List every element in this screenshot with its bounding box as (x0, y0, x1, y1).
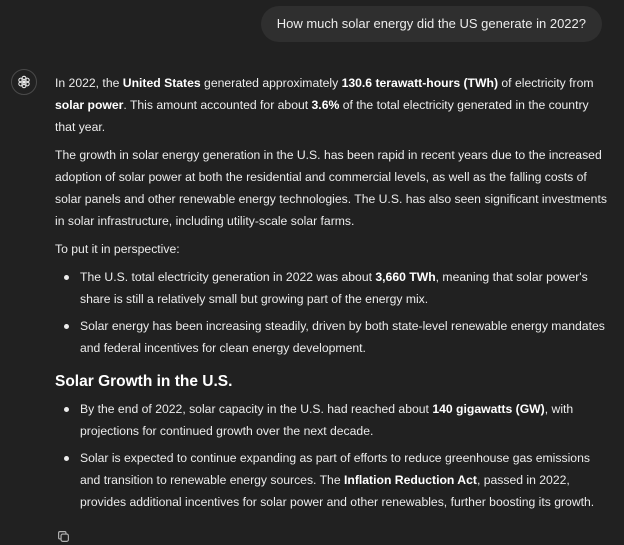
bold-text: 140 gigawatts (GW) (432, 402, 545, 416)
list-item (80, 398, 607, 442)
text-span: , with projections for continued growth over the next decade. (80, 402, 574, 438)
text-span: , meaning that solar power's share is still a relatively small but growing part of the energy mix. (80, 270, 588, 306)
user-message-text: How much solar energy did the US generate in 2022? (276, 16, 586, 31)
text-span: of the total electricity generated in the country that year. (55, 98, 589, 134)
list-item (80, 266, 607, 310)
list-item: Solar energy has been increasing steadily, driven by both state-level renewable energy mandates and federal incentives for clean energy development. (80, 315, 607, 359)
bold-text: Inflation Reduction Act (344, 473, 477, 487)
assistant-avatar (11, 69, 37, 95)
copy-button[interactable] (55, 528, 71, 544)
perspective-list (55, 266, 607, 359)
bold-text: 3.6% (311, 98, 340, 112)
answer-paragraph-2: The growth in solar energy generation in the U.S. has been rapid in recent years due to the increased adoption of solar power at both the residential and commercial levels, as well as the falling costs of solar panels and other renewable energy technologies. The U.S. has also seen significant investments in solar infrastructure, including utility-scale solar farms. (55, 148, 607, 228)
answer-paragraph-3: To put it in perspective: (55, 242, 180, 256)
bold-text: United States (122, 76, 201, 90)
text-span: The U.S. total electricity generation in 2022 was about (80, 270, 376, 284)
assistant-message (55, 72, 607, 525)
text-span: , passed in 2022, provides additional incentives for solar power and other renewables, further boosting its growth. (80, 473, 595, 509)
text-span: . This amount accounted for about (123, 98, 312, 112)
bold-text: solar power (55, 98, 124, 112)
growth-list (55, 398, 607, 513)
bold-text: 3,660 TWh (375, 270, 436, 284)
text-span: generated approximately (200, 76, 342, 90)
section-heading: Solar Growth in the U.S. (55, 373, 233, 390)
text-span: In 2022, the (55, 76, 123, 90)
openai-logo-icon (16, 74, 32, 90)
text-span: of electricity from (498, 76, 594, 90)
user-message-bubble (261, 6, 602, 42)
answer-paragraph-1 (55, 72, 607, 138)
text-span: By the end of 2022, solar capacity in the U.S. had reached about (80, 402, 433, 416)
list-item (80, 447, 607, 513)
text-span: Solar is expected to continue expanding as part of efforts to reduce greenhouse gas emissions and transition to renewable energy sources. The (80, 451, 590, 487)
bold-text: 130.6 terawatt-hours (TWh) (341, 76, 499, 90)
copy-icon (57, 530, 70, 543)
